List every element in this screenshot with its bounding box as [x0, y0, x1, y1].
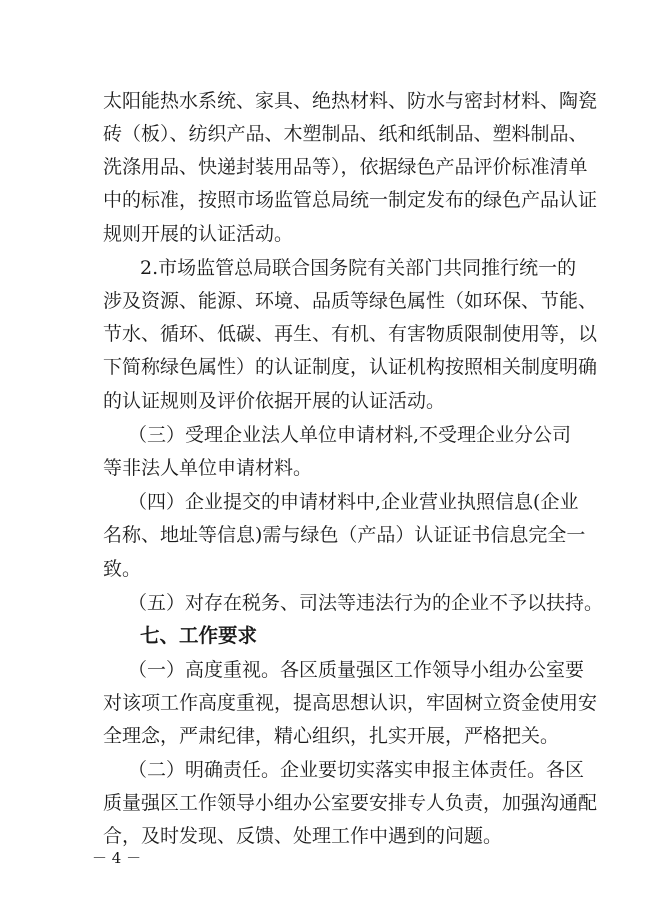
- text-line-20: 全理念，严肃纪律，精心组织，扎实开展，严格把关。: [103, 725, 560, 747]
- text-line-13: （四）企业提交的申请材料中,企业营业执照信息(企业: [128, 491, 579, 513]
- text-line-19: 对该项工作高度重视，提高思想认识，牢固树立资金使用安: [103, 692, 598, 714]
- text-line-8: 节水、循环、低碳、再生、有机、有害物质限制使用等，以: [103, 323, 598, 345]
- text-line-12: 等非法人单位申请材料。: [103, 457, 313, 479]
- text-line-9: 下简称绿色属性）的认证制度，认证机构按照相关制度明确: [103, 356, 598, 378]
- text-line-4: 中的标准，按照市场监管总局统一制定发布的绿色产品认证: [103, 189, 598, 211]
- text-line-15: 致。: [103, 558, 142, 580]
- text-line-5: 规则开展的认证活动。: [103, 223, 294, 245]
- text-line-2: 砖（板）、纺织产品、木塑制品、纸和纸制品、塑料制品、: [103, 123, 588, 145]
- text-line-14: 名称、地址等信息)需与绿色（产品）认证证书信息完全一: [103, 524, 586, 546]
- text-line-1: 太阳能热水系统、家具、绝热材料、防水与密封材料、陶瓷: [103, 90, 598, 112]
- page-number: － 4 －: [92, 849, 142, 867]
- text-line-21: （二）明确责任。企业要切实落实申报主体责任。各区: [128, 759, 585, 781]
- text-line-23: 合，及时发现、反馈、处理工作中遇到的问题。: [103, 825, 503, 847]
- text-line-7: 涉及资源、能源、环境、品质等绿色属性（如环保、节能、: [103, 290, 598, 312]
- text-line-3: 洗涤用品、快递封装用品等），依据绿色产品评价标准清单: [103, 156, 588, 178]
- text-line-6: 2.市场监管总局联合国务院有关部门共同推行统一的: [140, 257, 577, 279]
- text-line-10: 的认证规则及评价依据开展的认证活动。: [103, 390, 446, 412]
- text-line-22: 质量强区工作领导小组办公室要安排专人负责，加强沟通配: [103, 792, 598, 814]
- section-heading: 七、工作要求: [140, 624, 258, 647]
- text-line-16: （五）对存在税务、司法等违法行为的企业不予以扶持。: [128, 592, 604, 614]
- text-line-18: （一）高度重视。各区质量强区工作领导小组办公室要: [128, 659, 585, 681]
- text-line-11: （三）受理企业法人单位申请材料,不受理企业分公司: [128, 424, 572, 446]
